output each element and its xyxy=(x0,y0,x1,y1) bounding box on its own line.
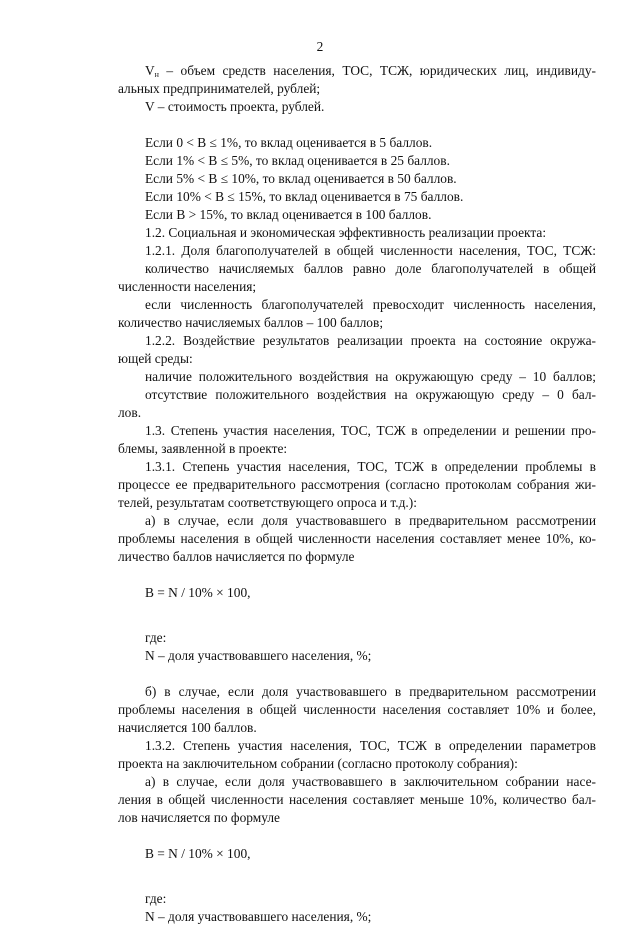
item-a-1: а) в случае, если доля участвовавшего в предварительном рассмотрении xyxy=(145,513,596,528)
vn-definition-text: – объем средств населения, ТОС, ТСЖ, юридических лиц, индивиду- xyxy=(158,63,596,78)
where-label-2: где: xyxy=(145,891,167,906)
formula-2: В = N / 10% × 100, xyxy=(145,846,251,861)
vn-subscript: н xyxy=(154,70,159,79)
vn-symbol: V xyxy=(145,63,155,78)
page-number: 2 xyxy=(316,39,324,54)
condition-line: Если 10% < В ≤ 15%, то вклад оценивается в 75 баллов. xyxy=(145,189,464,204)
paragraph-cont: лов. xyxy=(118,405,142,420)
spacer xyxy=(118,116,596,134)
item-a-1-cont: личество баллов начисляется по формуле xyxy=(118,549,355,564)
spacer xyxy=(118,566,596,584)
paragraph: количество начисляемых баллов равно доле благополучателей в общей xyxy=(145,261,596,276)
paragraph: если численность благополучателей превосходит численность населения, xyxy=(145,297,596,312)
section-1-2-heading: 1.2. Социальная и экономическая эффективность реализации проекта: xyxy=(145,225,547,240)
paragraph-cont: количество начисляемых баллов – 100 баллов; xyxy=(118,315,384,330)
spacer xyxy=(118,863,596,890)
section-1-3-1-heading: 1.3.1. Степень участия населения, ТОС, ТСЖ в определении проблемы в xyxy=(145,459,596,474)
paragraph: наличие положительного воздействия на окружающую среду – 10 баллов; xyxy=(145,369,596,384)
section-1-2-2-heading-cont: ющей среды: xyxy=(118,351,193,366)
section-1-2-2-heading: 1.2.2. Воздействие результатов реализации проекта на состояние окружа- xyxy=(145,333,596,348)
condition-line: Если 5% < В ≤ 10%, то вклад оценивается в 50 баллов. xyxy=(145,171,457,186)
section-1-3-heading-cont: блемы, заявленной в проекте: xyxy=(118,441,288,456)
item-a-1-cont: проблемы населения в общей численности населения составляет менее 10%, ко- xyxy=(118,531,596,546)
item-b-1-cont: начисляется 100 баллов. xyxy=(118,720,257,735)
item-b-1-cont: проблемы населения в общей численности населения составляет 10% и более, xyxy=(118,702,596,717)
spacer xyxy=(118,827,596,845)
condition-line: Если 1% < В ≤ 5%, то вклад оценивается в 25 баллов. xyxy=(145,153,450,168)
paragraph-vn-definition-cont: альных предпринимателей, рублей; xyxy=(118,81,321,96)
condition-line: Если В > 15%, то вклад оценивается в 100 баллов. xyxy=(145,207,432,222)
paragraph-v-definition: V – стоимость проекта, рублей. xyxy=(145,99,325,114)
variable-n-definition-1: N – доля участвовавшего населения, %; xyxy=(145,648,372,663)
section-1-3-heading: 1.3. Степень участия населения, ТОС, ТСЖ в определении и решении про- xyxy=(145,423,596,438)
section-1-3-1-heading-cont: процессе ее предварительного рассмотрения (согласно протоколам собрания жи- xyxy=(118,477,596,492)
section-1-3-1-heading-cont: телей, результатам соответствующего опроса и т.д.): xyxy=(118,495,417,510)
document-body xyxy=(118,62,596,926)
spacer xyxy=(118,602,596,629)
section-1-2-1-heading: 1.2.1. Доля благополучателей в общей численности населения, ТОС, ТСЖ: xyxy=(145,243,596,258)
paragraph-cont: численности населения; xyxy=(118,279,257,294)
section-1-3-2-heading: 1.3.2. Степень участия населения, ТОС, ТСЖ в определении параметров xyxy=(145,738,596,753)
item-a-2-cont: лов начисляется по формуле xyxy=(118,810,280,825)
where-label-1: где: xyxy=(145,630,167,645)
section-1-3-2-heading-cont: проекта на заключительном собрании (согласно протоколу собрания): xyxy=(118,756,518,771)
paragraph: отсутствие положительного воздействия на окружающую среду – 0 бал- xyxy=(145,387,596,402)
paragraph-vn-definition xyxy=(118,62,596,80)
spacer xyxy=(118,665,596,683)
formula-1: В = N / 10% × 100, xyxy=(145,585,251,600)
condition-line: Если 0 < В ≤ 1%, то вклад оценивается в 5 баллов. xyxy=(145,135,433,150)
item-b-1: б) в случае, если доля участвовавшего в предварительном рассмотрении xyxy=(145,684,596,699)
variable-n-definition-2: N – доля участвовавшего населения, %; xyxy=(145,909,372,924)
item-a-2: а) в случае, если доля участвовавшего в заключительном собрании насе- xyxy=(145,774,596,789)
item-a-2-cont: ления в общей численности населения составляет меньше 10%, количество бал- xyxy=(118,792,596,807)
